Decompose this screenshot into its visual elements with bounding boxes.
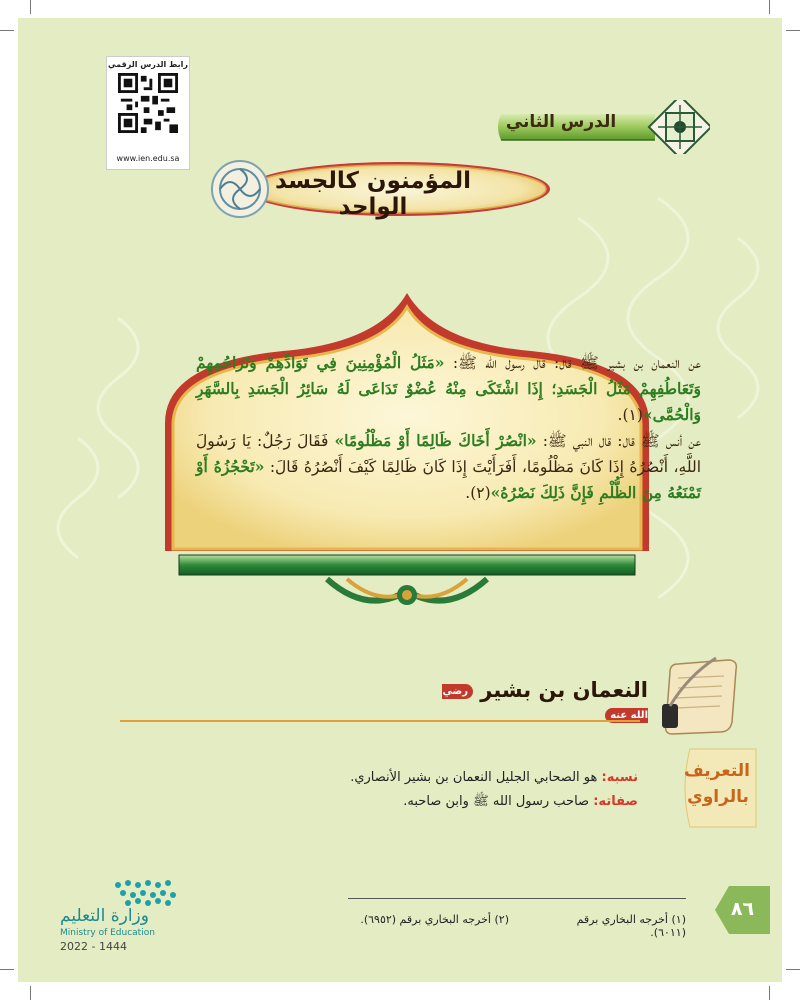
page-number: ٨٦ xyxy=(730,898,755,920)
hadith-2-quote-1: «انْصُرْ أَخَاكَ ظَالِمًا أَوْ مَظْلُومًا» xyxy=(334,431,537,450)
narrator-traits xyxy=(338,790,638,814)
narrator-lineage xyxy=(338,766,638,790)
textbook-page xyxy=(18,18,782,982)
lesson-tab-label: الدرس الثاني xyxy=(505,112,617,132)
hadith-1-ref[interactable]: (١). xyxy=(617,406,643,424)
qr-url[interactable]: www.ien.edu.sa xyxy=(116,154,180,163)
qr-code-icon[interactable] xyxy=(118,73,178,133)
side-label-line-2: بالراوي xyxy=(687,787,749,807)
narrator-divider xyxy=(120,720,640,722)
trim-mark xyxy=(0,969,14,970)
qr-label: رابط الدرس الرقمي xyxy=(108,60,188,69)
hadith-paragraph-2 xyxy=(196,428,701,506)
ministry-name-ar: وزارة التعليم xyxy=(60,906,149,926)
edition-year: 2022 - 1444 xyxy=(60,940,127,953)
trim-mark xyxy=(769,986,770,1000)
lineage-value: هو الصحابي الجليل النعمان بن بشير الأنصاري. xyxy=(350,770,598,785)
narrator-info xyxy=(338,766,638,814)
side-label-line-1: التعريف xyxy=(684,761,750,781)
trim-mark xyxy=(769,0,770,14)
hadith-1-quote: «مَثَلُ الْمُؤْمِنِينَ فِي تَوَادِّهِمْ وَتَرَاحُمِهِمْ وَتَعَاطُفِهِمْ مَثَلُ الْجَسَدِ؛ إِذَا اشْتَكَى مِنْهُ عُضْوٌ تَدَاعَى لَهُ سَائِرُ الْجَسَدِ بِالسَّهَرِ وَالْحُمَّى» xyxy=(196,353,701,424)
narrator-side-label xyxy=(686,758,750,810)
traits-key: صفاته: xyxy=(593,794,638,809)
footnote-1: (١) أخرجه البخاري برقم (٦٠١١). xyxy=(576,913,686,939)
footnote-2: (٢) أخرجه البخاري برقم (٦٩٥٢). xyxy=(360,913,509,926)
ministry-name-en: Ministry of Education xyxy=(60,928,155,938)
digital-lesson-qr-box[interactable] xyxy=(106,56,190,170)
hadith-paragraph-1 xyxy=(196,350,701,428)
hadith-text xyxy=(196,350,701,506)
hadith-2-ref[interactable]: (٢). xyxy=(465,484,491,502)
narrator-name: النعمان بن بشير xyxy=(480,678,648,702)
trim-mark xyxy=(786,30,800,31)
narrator-heading xyxy=(438,678,648,726)
lesson-title: المؤمنون كالجسد الواحد xyxy=(275,168,471,220)
hadith-2-intro: عن أنس ﷺ قال: قال النبي ﷺ: xyxy=(542,432,701,450)
trim-mark xyxy=(30,0,31,14)
hadith-2-middle: فَقَالَ رَجُلٌ: يَا رَسُولَ اللَّهِ، أَنْصُرُهُ إِذَا كَانَ مَظْلُومًا، أَفَرَأَيْتَ إِذَا كَانَ ظَالِمًا كَيْفَ أَنْصُرُهُ قَالَ: xyxy=(196,432,701,476)
narrator-honorific: رضي الله عنه xyxy=(442,685,648,721)
page-number-badge xyxy=(715,886,770,934)
scroll-quill-icon xyxy=(658,656,748,736)
traits-value: صاحب رسول الله ﷺ وابن صاحبه. xyxy=(403,794,590,809)
trim-mark xyxy=(30,986,31,1000)
hadith-2-quote-2: «تَحْجُزُهُ أَوْ تَمْنَعُهُ مِنَ الظُّلْمِ فَإِنَّ ذَلِكَ نَصْرُهُ» xyxy=(196,457,701,502)
trim-mark xyxy=(0,30,14,31)
footnote-divider xyxy=(348,898,686,899)
hadith-1-intro: عن النعمان بن بشير ﷺ قال: قال رسول الله ﷺ: xyxy=(452,354,701,372)
lineage-key: نسبه: xyxy=(601,770,638,785)
trim-mark xyxy=(786,969,800,970)
